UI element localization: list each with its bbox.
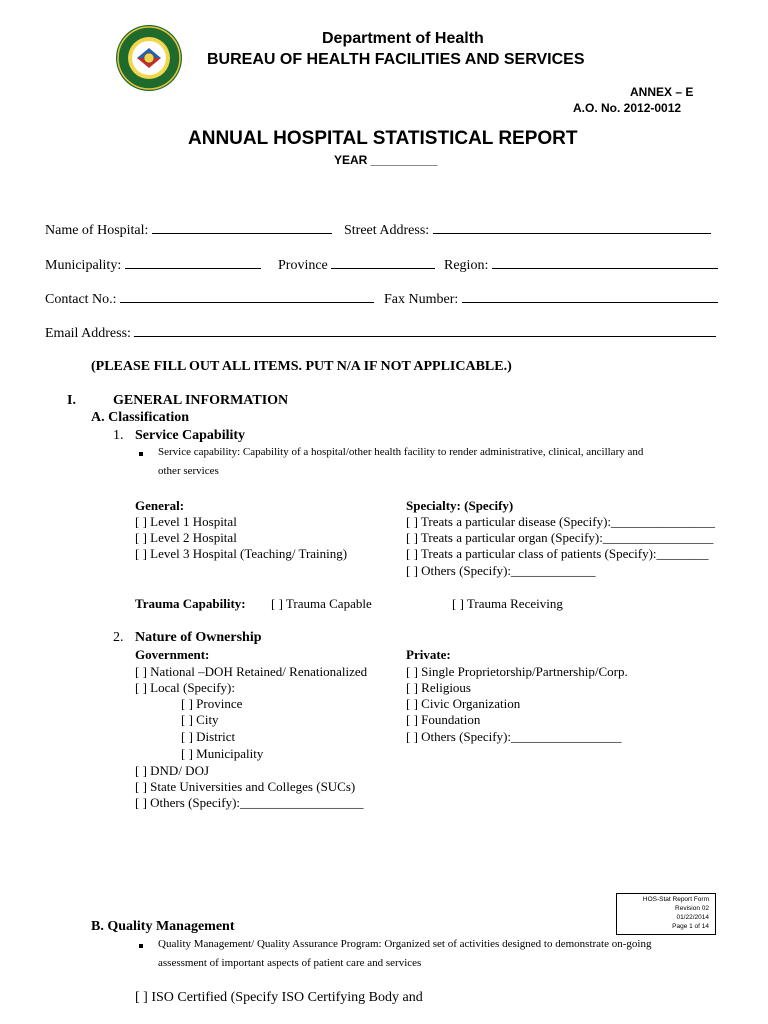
dept-title: Department of Health — [322, 30, 484, 47]
general-option[interactable]: [ ] Level 1 Hospital — [135, 514, 237, 529]
form-info-box — [616, 893, 716, 935]
private-heading: Private: — [406, 647, 451, 662]
specialty-option[interactable]: [ ] Others (Specify):_____________ — [406, 563, 596, 578]
page-number: Page 1 of 14 — [672, 923, 709, 930]
service-capability-definition-1: Service capability: Capability of a hospital/other health facility to render administrative, clinical, ancillary and — [158, 446, 644, 458]
specialty-heading: Specialty: (Specify) — [406, 498, 514, 513]
local-option[interactable]: [ ] District — [181, 729, 236, 744]
report-title: ANNUAL HOSPITAL STATISTICAL REPORT — [188, 128, 578, 149]
province-label: Province — [278, 258, 328, 273]
section-title: GENERAL INFORMATION — [113, 393, 289, 408]
bullet-icon — [139, 452, 143, 456]
email-address-field[interactable] — [45, 324, 716, 342]
government-option[interactable]: [ ] State Universities and Colleges (SUCs) — [135, 779, 356, 794]
email-address-label: Email Address: — [45, 326, 131, 341]
local-option[interactable]: [ ] Municipality — [181, 746, 264, 761]
private-option[interactable]: [ ] Others (Specify):_________________ — [406, 729, 622, 744]
government-option[interactable]: [ ] National –DOH Retained/ Renationalized — [135, 664, 368, 679]
government-option[interactable]: [ ] DND/ DOJ — [135, 763, 210, 778]
service-capability-number: 1. — [113, 428, 124, 443]
municipality-field[interactable] — [45, 256, 261, 274]
form-revision: Revision 02 — [675, 905, 709, 912]
service-capability-definition-2: other services — [158, 465, 219, 477]
government-option[interactable]: [ ] Others (Specify):___________________ — [135, 795, 364, 810]
general-heading: General: — [135, 498, 185, 513]
iso-certified-option[interactable]: [ ] ISO Certified (Specify ISO Certifying Body and — [135, 990, 423, 1005]
form-date: 01/22/2014 — [676, 914, 709, 921]
classification-heading: A. Classification — [91, 410, 189, 425]
ownership-heading: Nature of Ownership — [135, 630, 262, 645]
name-of-hospital-field[interactable] — [45, 221, 332, 239]
contact-no-label: Contact No.: — [45, 292, 117, 307]
contact-no-field[interactable] — [45, 290, 374, 308]
fill-instruction: (PLEASE FILL OUT ALL ITEMS. PUT N/A IF NOT APPLICABLE.) — [91, 359, 512, 374]
government-option[interactable]: [ ] Local (Specify): — [135, 680, 235, 695]
region-label: Region: — [444, 258, 489, 273]
local-option[interactable]: [ ] City — [181, 712, 219, 727]
government-heading: Government: — [135, 647, 210, 662]
specialty-option[interactable]: [ ] Treats a particular class of patients (Specify):________ — [406, 546, 709, 561]
doh-seal-logo — [115, 24, 183, 92]
trauma-receiving-option[interactable]: [ ] Trauma Receiving — [452, 596, 563, 611]
service-capability-heading: Service Capability — [135, 428, 246, 443]
trauma-capability-label: Trauma Capability: — [135, 596, 246, 611]
annex-label: ANNEX – E — [630, 85, 694, 99]
quality-definition-2: assessment of important aspects of patient care and services — [158, 957, 422, 969]
trauma-capable-option[interactable]: [ ] Trauma Capable — [271, 596, 372, 611]
private-option[interactable]: [ ] Single Proprietorship/Partnership/Corp. — [406, 664, 628, 679]
section-number: I. — [67, 393, 76, 408]
name-of-hospital-label: Name of Hospital: — [45, 223, 149, 238]
quality-management-heading: B. Quality Management — [91, 919, 235, 934]
form-id: HOS-Stat Report Form — [642, 896, 709, 903]
private-option[interactable]: [ ] Civic Organization — [406, 696, 521, 711]
quality-definition-1: Quality Management/ Quality Assurance Program: Organized set of activities designed to demonstrate on-going — [158, 938, 652, 950]
fax-number-field[interactable] — [384, 290, 718, 308]
province-field[interactable] — [278, 256, 435, 274]
private-option[interactable]: [ ] Foundation — [406, 712, 481, 727]
specialty-option[interactable]: [ ] Treats a particular disease (Specify):________________ — [406, 514, 716, 529]
municipality-label: Municipality: — [45, 258, 122, 273]
ao-number: A.O. No. 2012-0012 — [573, 101, 682, 115]
region-field[interactable] — [444, 256, 718, 274]
ownership-number: 2. — [113, 630, 124, 645]
private-option[interactable]: [ ] Religious — [406, 680, 471, 695]
local-option[interactable]: [ ] Province — [181, 696, 243, 711]
bullet-icon — [139, 944, 143, 948]
general-option[interactable]: [ ] Level 2 Hospital — [135, 530, 237, 545]
specialty-option[interactable]: [ ] Treats a particular organ (Specify):_________________ — [406, 530, 714, 545]
bureau-title: BUREAU OF HEALTH FACILITIES AND SERVICES — [207, 51, 585, 68]
street-address-label: Street Address: — [344, 223, 430, 238]
general-option[interactable]: [ ] Level 3 Hospital (Teaching/ Training) — [135, 546, 348, 561]
fax-number-label: Fax Number: — [384, 292, 459, 307]
street-address-field[interactable] — [344, 221, 711, 239]
year-field[interactable]: YEAR __________ — [334, 153, 438, 167]
